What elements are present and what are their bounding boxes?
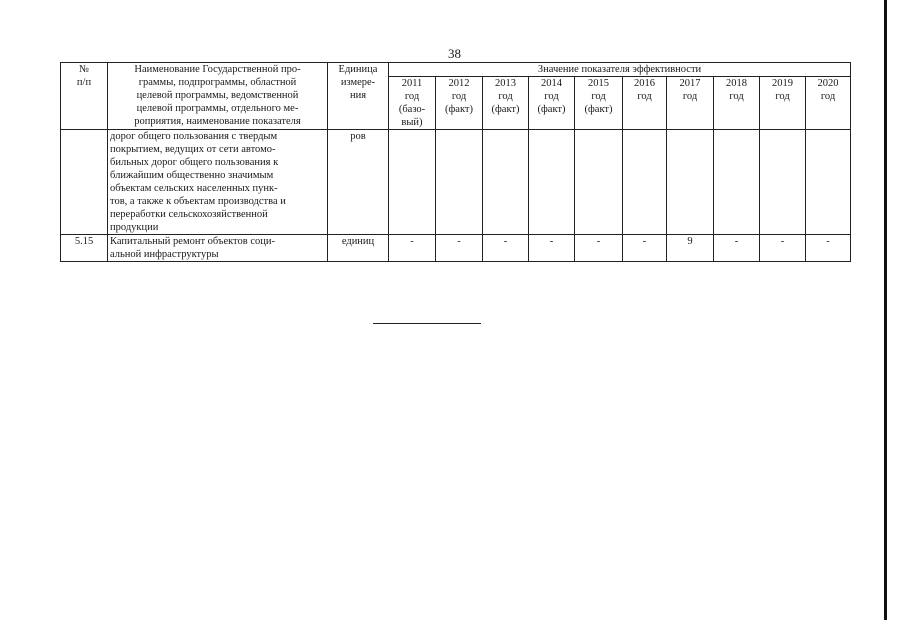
year-header: 2020 год: [806, 77, 851, 130]
year-header: 2014 год (факт): [529, 77, 575, 130]
row-name: Капитальный ремонт объектов соци- альной инфраструктуры: [108, 235, 328, 262]
value-cell: [436, 130, 483, 235]
row-num: [61, 130, 108, 235]
value-cell: [623, 130, 667, 235]
value-cell: [667, 130, 714, 235]
header-num: № п/п: [61, 63, 108, 130]
table-row: [61, 235, 851, 262]
value-cell: [389, 130, 436, 235]
header-values-group: Значение показателя эффективности: [389, 63, 851, 77]
header-unit: Единица измере- ния: [328, 63, 389, 130]
separator-line: [373, 323, 481, 324]
value-cell: [714, 130, 760, 235]
row-unit: единиц: [328, 235, 389, 262]
year-header: 2015 год (факт): [575, 77, 623, 130]
year-header: 2011 год (базо- вый): [389, 77, 436, 130]
page-edge-line: [884, 0, 887, 620]
indicators-table: [60, 62, 851, 262]
value-cell: [575, 130, 623, 235]
value-cell: -: [483, 235, 529, 262]
value-cell: -: [714, 235, 760, 262]
year-header: 2018 год: [714, 77, 760, 130]
value-cell: -: [436, 235, 483, 262]
value-cell: -: [389, 235, 436, 262]
value-cell: -: [760, 235, 806, 262]
header-row-1: [61, 63, 851, 77]
page-number: 38: [448, 46, 461, 61]
table-row: [61, 130, 851, 235]
year-header: 2016 год: [623, 77, 667, 130]
year-header: 2013 год (факт): [483, 77, 529, 130]
year-header: 2017 год: [667, 77, 714, 130]
row-num: 5.15: [61, 235, 108, 262]
value-cell: 9: [667, 235, 714, 262]
row-name: дорог общего пользования с твердым покрытием, ведущих от сети автомо- бильных дорог общего пользования к ближайшим общественно значимым объектам сельских населенных пунк- тов, а также к объектам производства и переработки сельскохозяйственной продукции: [108, 130, 328, 235]
value-cell: -: [623, 235, 667, 262]
row-unit: ров: [328, 130, 389, 235]
value-cell: -: [529, 235, 575, 262]
value-cell: [806, 130, 851, 235]
value-cell: -: [806, 235, 851, 262]
value-cell: -: [575, 235, 623, 262]
value-cell: [483, 130, 529, 235]
year-header: 2019 год: [760, 77, 806, 130]
value-cell: [529, 130, 575, 235]
header-name: Наименование Государственной про- граммы, подпрограммы, областной целевой программы, ведомственной целевой программы, отдельного ме- роприятия, наименование показателя: [108, 63, 328, 130]
year-header: 2012 год (факт): [436, 77, 483, 130]
value-cell: [760, 130, 806, 235]
